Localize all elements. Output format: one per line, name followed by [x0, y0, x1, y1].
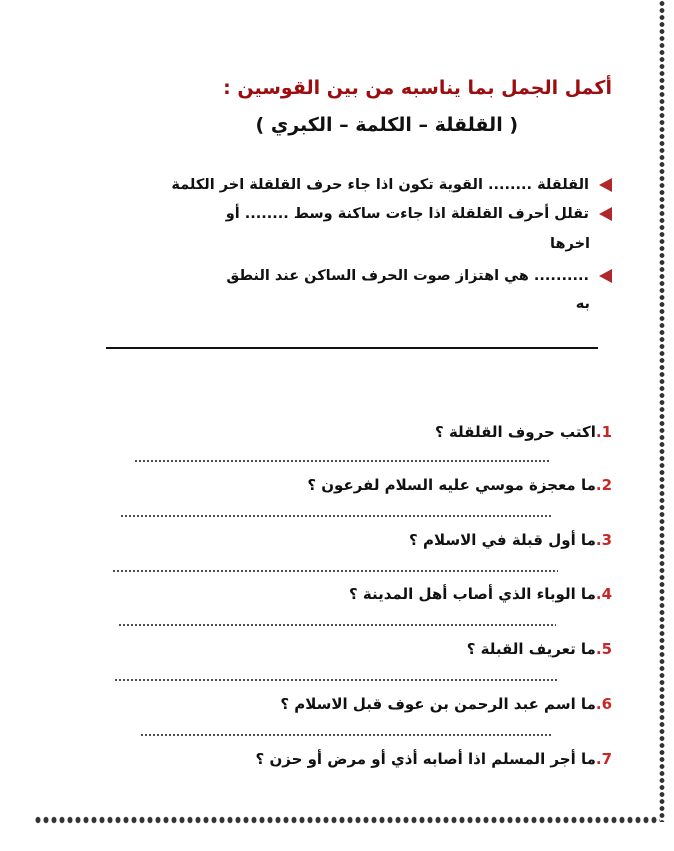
dotted-border-right: [658, 0, 666, 822]
answer-line-3[interactable]: [112, 570, 558, 572]
word-bank: ( القلقلة – الكلمة – الكبري ): [255, 114, 518, 136]
question-7: 7.ما أجر المسلم اذا أصابه أذي أو مرض أو حزن ؟: [255, 750, 612, 768]
arrow-bullet-icon: [599, 269, 612, 283]
question-3: 3.ما أول قبلة في الاسلام ؟: [409, 531, 612, 549]
question-6: 6.ما اسم عبد الرحمن بن عوف قبل الاسلام ؟: [280, 695, 612, 713]
fill-item-1: [171, 177, 612, 193]
question-1: 1.اكتب حروف القلقلة ؟: [435, 423, 612, 441]
fill-item-text: تقلل أحرف القلقلة اذا جاءت ساكنة وسط ........ أو: [225, 206, 589, 222]
fill-item-2: [226, 206, 612, 222]
fill-item-3: [226, 268, 612, 284]
dotted-border-bottom: [34, 815, 660, 825]
fill-item-text: القلقلة ........ القوية تكون اذا جاء حرف القلقلة اخر الكلمة: [171, 177, 589, 193]
question-4: 4.ما الوباء الذي أصاب أهل المدينة ؟: [348, 585, 612, 603]
instructions-title: أكمل الجمل بما يناسبه من بين القوسين :: [223, 77, 612, 99]
answer-line-2[interactable]: [120, 515, 552, 517]
answer-line-4[interactable]: [118, 624, 556, 626]
answer-line-6[interactable]: [140, 734, 552, 736]
answer-line-5[interactable]: [114, 679, 558, 681]
answer-line-1[interactable]: [134, 460, 550, 462]
arrow-bullet-icon: [599, 178, 612, 192]
fill-item-2-continuation: اخرها: [550, 236, 590, 252]
fill-item-text: .......... هي اهتزاز صوت الحرف الساكن عند النطق: [226, 268, 589, 284]
arrow-bullet-icon: [599, 207, 612, 221]
question-5: 5.ما تعريف القبلة ؟: [466, 640, 612, 658]
fill-item-3-continuation: به: [575, 296, 590, 312]
section-divider: [106, 347, 598, 349]
question-2: 2.ما معجزة موسي عليه السلام لفرعون ؟: [307, 476, 612, 494]
